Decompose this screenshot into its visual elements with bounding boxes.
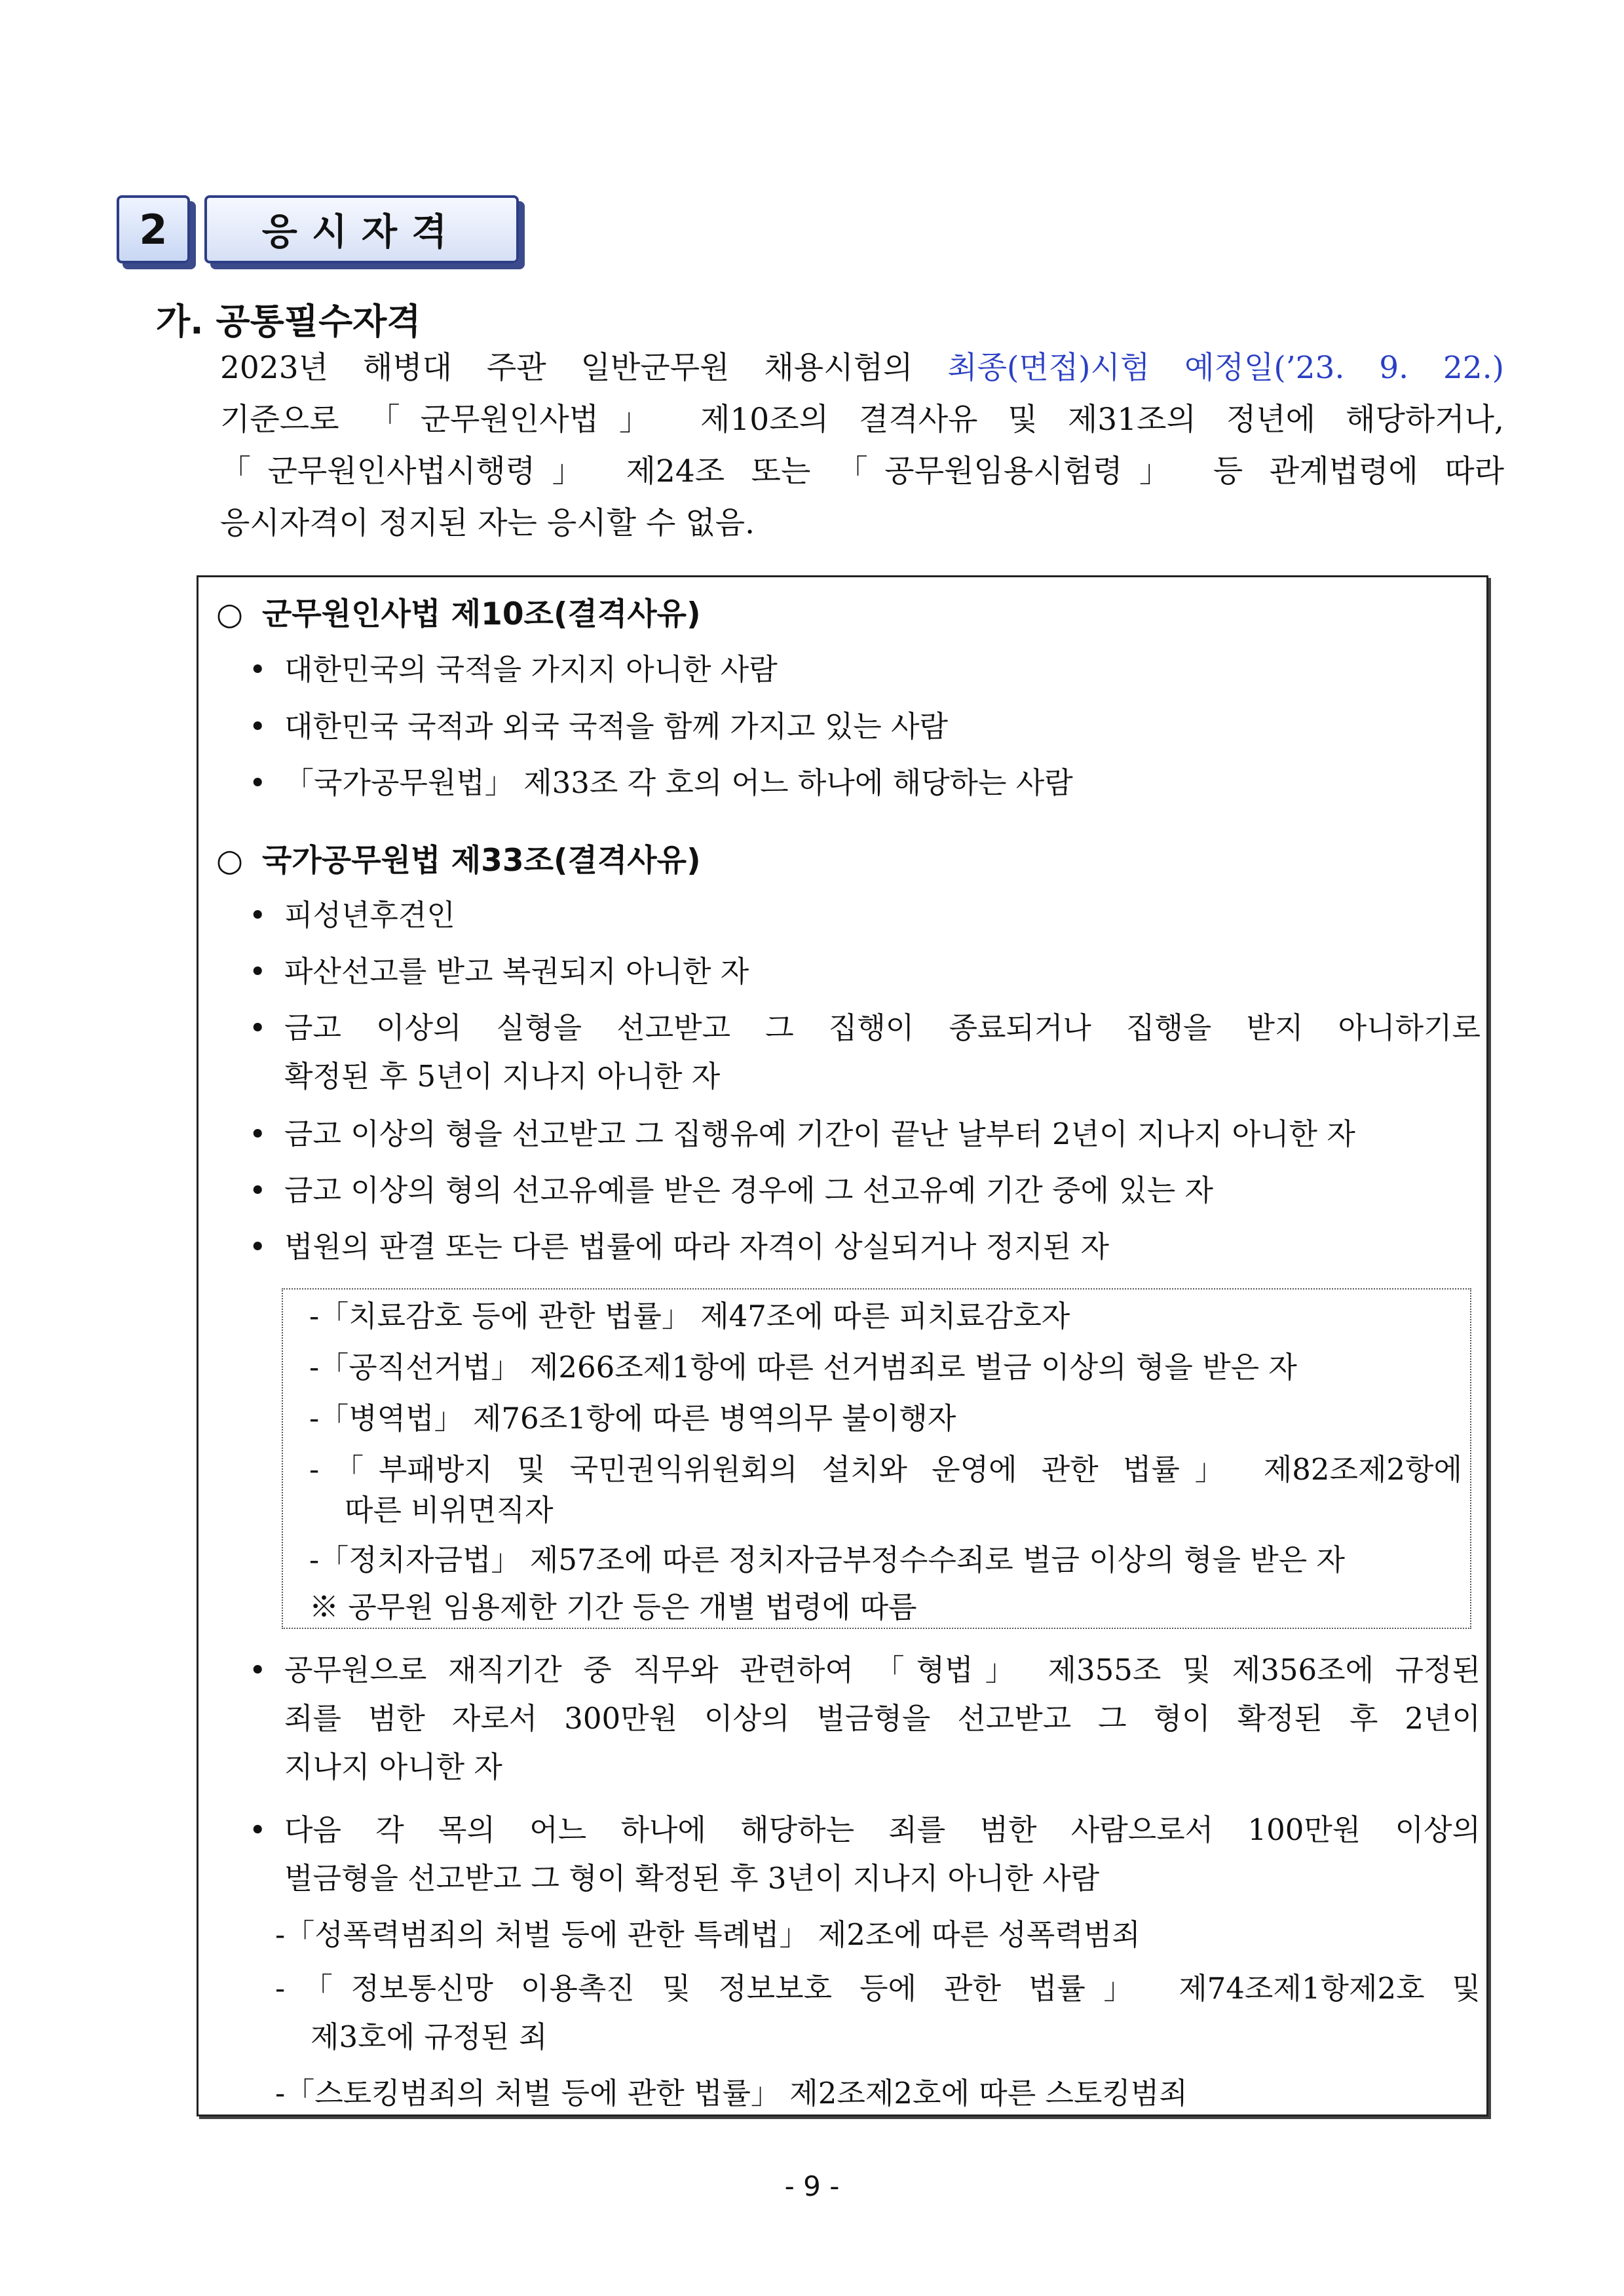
list-item: • 금고 이상의 실형을 선고받고 그 집행이 종료되거나 집행을 받지 아니하기로 확정된 후 5년이 지나지 아니한 자 — [249, 1004, 1481, 1101]
list-item: • 「국가공무원법」 제33조 각 호의 어느 하나에 해당하는 사람 — [249, 759, 1481, 807]
sub-list-note: ※ 공무원 임용제한 기간 등은 개별 법령에 따름 — [309, 1590, 917, 1624]
intro-line: 응시자격이 정지된 자는 응시할 수 없음. — [220, 505, 755, 541]
section-number: 2 — [117, 195, 190, 263]
list-item: • 피성년후견인 — [249, 891, 1481, 940]
dash-item: -「스토킹범죄의 처벌 등에 관한 법률」 제2조제2호에 따른 스토킹범죄 — [275, 2076, 1188, 2111]
sub-list-item: -「병역법」 제76조1항에 따른 병역의무 불이행자 — [309, 1401, 956, 1436]
list-item: • 대한민국의 국적을 가지지 아니한 사람 — [249, 645, 1481, 694]
sub-list-item: -「공직선거법」 제266조제1항에 따른 선거범죄로 벌금 이상의 형을 받은 자 — [309, 1350, 1297, 1385]
page-number: - 9 - — [784, 2170, 840, 2202]
list-item: • 법원의 판결 또는 다른 법률에 따라 자격이 상실되거나 정지된 자 — [249, 1223, 1481, 1271]
dash-item: -「정보통신망 이용촉진 및 정보보호 등에 관한 법률」 제74조제1항제2호 및 제3호에 규정된 죄 — [275, 1971, 1481, 2054]
dash-item: -「성폭력범죄의 처벌 등에 관한 특례법」 제2조에 따른 성폭력범죄 — [275, 1917, 1141, 1952]
sub-list-item: -「정치자금법」 제57조에 따른 정치자금부정수수죄로 벌금 이상의 형을 받은 자 — [309, 1542, 1346, 1577]
bullet-icon: • — [249, 652, 267, 687]
intro-line: 기준으로 「군무원인사법」 제10조의 결격사유 및 제31조의 정년에 해당하거나, — [220, 402, 1504, 438]
circle-marker-icon: ○ — [216, 596, 244, 632]
bullet-icon: • — [249, 765, 267, 800]
intro-line: 2023년 해병대 주관 일반군무원 채용시험의 최종(면접)시험 예정일(’23. 9. 22.) — [220, 350, 1504, 386]
bullet-icon: • — [249, 954, 267, 989]
bullet-icon: • — [249, 1117, 267, 1151]
list-item: • 다음 각 목의 어느 하나에 해당하는 죄를 범한 사람으로서 100만원 이상의 벌금형을 선고받고 그 형이 확정된 후 3년이 지나지 아니한 사람 — [249, 1806, 1481, 1903]
subheading: 가. 공통필수자격 — [156, 301, 421, 342]
intro-line: 「군무원인사법시행령」 제24조 또는 「공무원임용시험령」 등 관계법령에 따라 — [220, 453, 1504, 489]
list-item: • 파산선고를 받고 복권되지 아니한 자 — [249, 947, 1481, 996]
list-item: • 금고 이상의 형을 선고받고 그 집행유예 기간이 끝난 날부터 2년이 지나지 아니한 자 — [249, 1110, 1481, 1158]
bullet-icon: • — [249, 1010, 267, 1045]
list-item: • 대한민국 국적과 외국 국적을 함께 가지고 있는 사람 — [249, 702, 1481, 751]
exam-date-highlight: 최종(면접)시험 예정일(’23. 9. 22.) — [947, 350, 1504, 386]
section1-heading: ○ 군무원인사법 제10조(결격사유) — [216, 596, 701, 632]
section2-heading: ○ 국가공무원법 제33조(결격사유) — [216, 843, 701, 879]
bullet-icon: • — [249, 1653, 267, 1687]
circle-marker-icon: ○ — [216, 843, 244, 879]
list-item: • 금고 이상의 형의 선고유예를 받은 경우에 그 선고유예 기간 중에 있는 자 — [249, 1166, 1481, 1215]
section-title: 응시자격 — [204, 195, 519, 263]
bullet-icon: • — [249, 898, 267, 932]
bullet-icon: • — [249, 1229, 267, 1264]
bullet-icon: • — [249, 709, 267, 744]
bullet-icon: • — [249, 1173, 267, 1208]
intro-paragraph — [220, 342, 1504, 549]
sub-list-item: -「부패방지 및 국민권익위원회의 설치와 운영에 관한 법률」 제82조제2항에 따른 비위면직자 — [309, 1452, 1462, 1527]
list-item: • 공무원으로 재직기간 중 직무와 관련하여 「형법」 제355조 및 제356조에 규정된 죄를 범한 자로서 300만원 이상의 벌금형을 선고받고 그 형이 확정된 후 2년이 지나지 아니한 자 — [249, 1646, 1481, 1791]
bullet-icon: • — [249, 1812, 267, 1847]
sub-list-item: -「치료감호 등에 관한 법률」 제47조에 따른 피치료감호자 — [309, 1299, 1070, 1333]
